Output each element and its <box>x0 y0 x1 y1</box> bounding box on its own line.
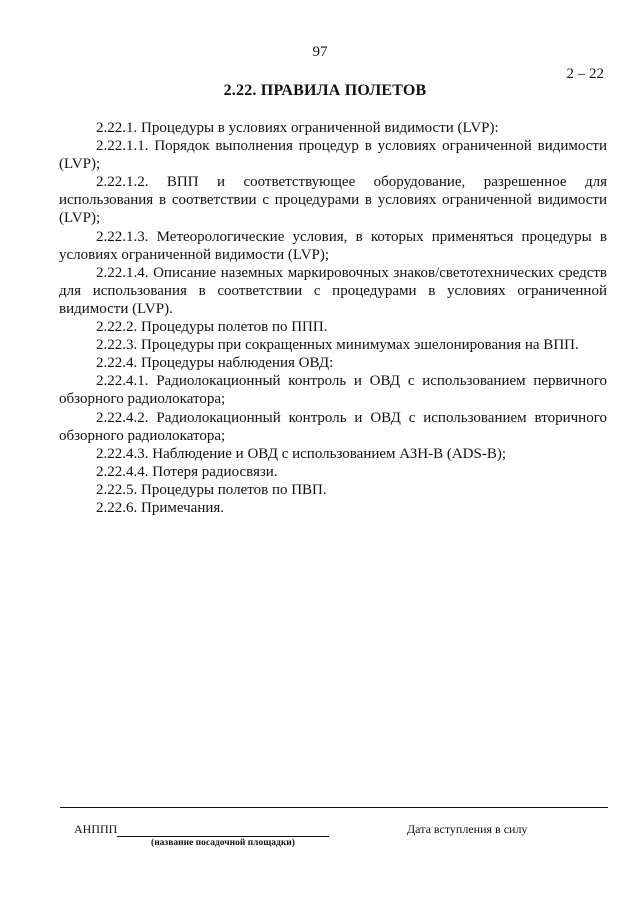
document-body <box>59 119 607 517</box>
list-item: 2.22.4.2. Радиолокационный контроль и ОВД с использованием вторичного обзорного радиолокатора; <box>59 409 607 444</box>
footer-divider <box>60 807 608 808</box>
anpp-caption: (название посадочной площадки) <box>151 838 295 848</box>
page-number: 97 <box>312 44 328 60</box>
list-item: 2.22.4. Процедуры наблюдения ОВД: <box>96 355 334 372</box>
anpp-label: АНППП <box>74 822 118 836</box>
list-item: 2.22.3. Процедуры при сокращенных минимумах эшелонирования на ВПП. <box>96 337 579 354</box>
anpp-name-line <box>117 836 329 837</box>
list-item: 2.22.1.1. Порядок выполнения процедур в условиях ограниченной видимости (LVP); <box>59 138 607 173</box>
list-item: 2.22.2. Процедуры полетов по ППП. <box>96 319 328 336</box>
list-item: 2.22.5. Процедуры полетов по ПВП. <box>96 481 327 498</box>
list-item: 2.22.4.4. Потеря радиосвязи. <box>96 463 278 480</box>
section-code: 2 – 22 <box>566 66 604 82</box>
list-item: 2.22.1.2. ВПП и соответствующее оборудование, разрешенное для использования в соответствии с процедурами в условиях ограниченной видимости (LVP); <box>59 174 607 227</box>
list-item: 2.22.4.3. Наблюдение и ОВД с использованием АЗН-В (ADS-B); <box>96 445 507 462</box>
list-item: 2.22.6. Примечания. <box>96 499 225 516</box>
list-item: 2.22.1. Процедуры в условиях ограниченной видимости (LVP): <box>96 120 499 136</box>
list-item: 2.22.4.1. Радиолокационный контроль и ОВД с использованием первичного обзорного радиолокатора; <box>59 373 607 408</box>
list-item: 2.22.1.4. Описание наземных маркировочных знаков/светотехнических средств для использования в соответствии с процедурами в условиях ограниченной видимости (LVP). <box>59 264 607 317</box>
effective-date-label: Дата вступления в силу <box>407 822 528 836</box>
page-title: 2.22. ПРАВИЛА ПОЛЕТОВ <box>223 82 427 99</box>
list-item: 2.22.1.3. Метеорологические условия, в которых применяться процедуры в условиях ограниченной видимости (LVP); <box>59 228 607 263</box>
